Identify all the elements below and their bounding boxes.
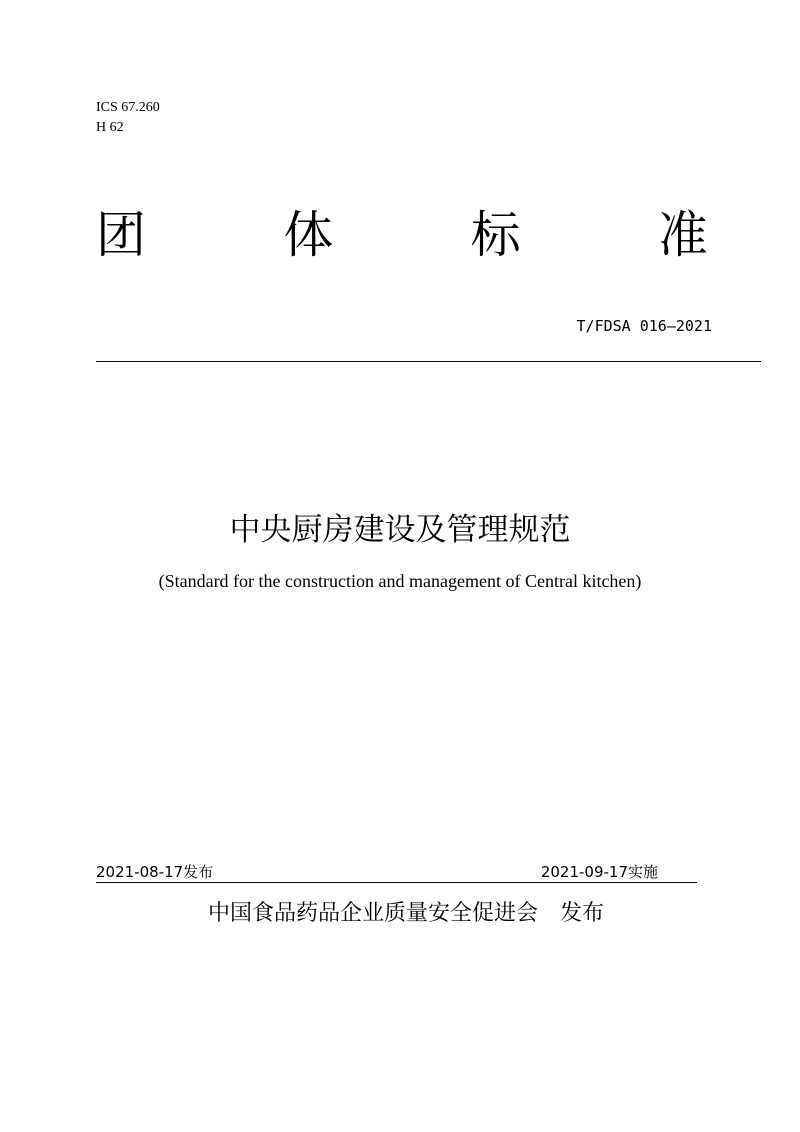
dates-row — [96, 862, 696, 884]
footer-divider — [96, 882, 697, 883]
header-divider — [96, 361, 761, 362]
ccs-code: H 62 — [96, 120, 124, 135]
standard-type-char: 团 — [96, 206, 146, 264]
standard-type-char: 标 — [470, 206, 521, 264]
issuer-name: 中国食品药品企业质量安全促进会 — [208, 901, 539, 926]
issuer-action: 发布 — [560, 901, 605, 926]
standard-type-heading — [96, 200, 708, 270]
standard-number: T/FDSA 016—2021 — [576, 317, 712, 335]
standard-type-char: 体 — [283, 206, 334, 264]
implementation-date: 2021-09-17实施 — [540, 863, 658, 881]
standard-type-char: 准 — [657, 206, 708, 264]
classification-codes — [96, 98, 160, 138]
document-title-english: (Standard for the construction and management of Central kitchen) — [158, 571, 642, 591]
release-date: 2021-08-17发布 — [96, 863, 214, 881]
document-title: 中央厨房建设及管理规范 — [229, 512, 571, 548]
issuer-line — [208, 898, 604, 930]
ics-code: ICS 67.260 — [96, 100, 160, 115]
